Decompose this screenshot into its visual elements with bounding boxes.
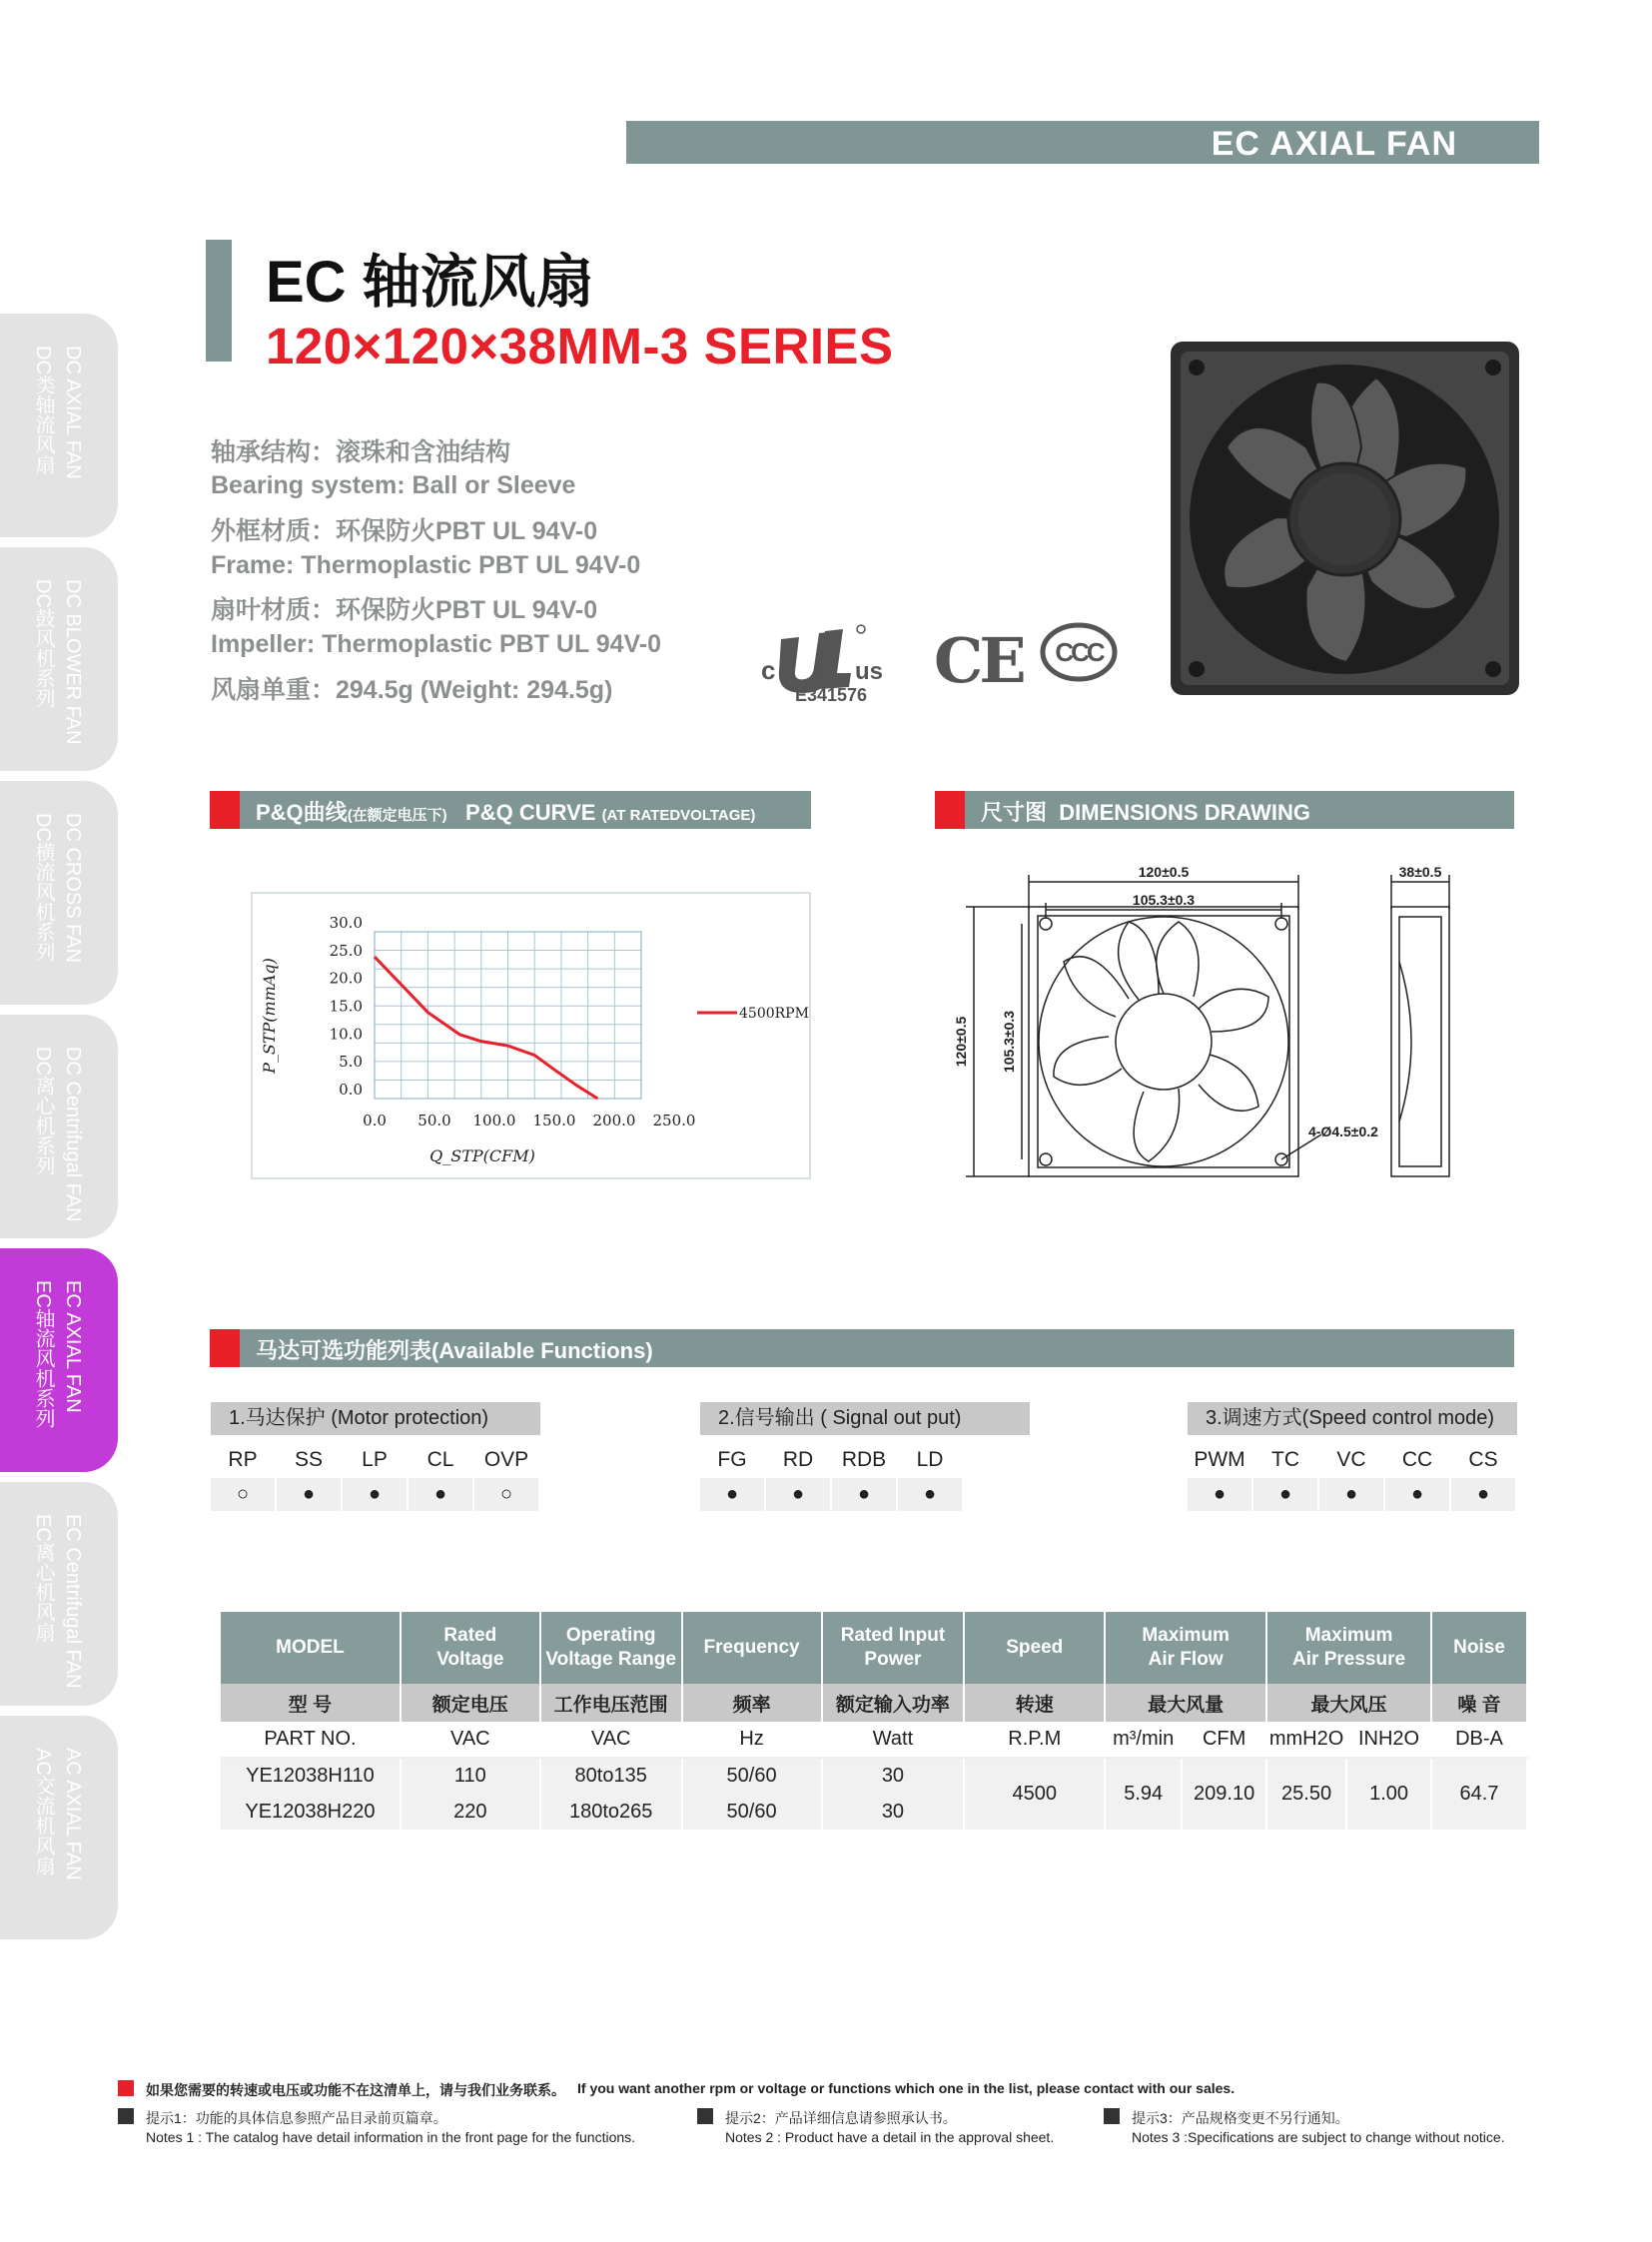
function-code: CC xyxy=(1385,1443,1451,1476)
side-tab-label xyxy=(28,1047,88,1222)
cell-range: 80to135 xyxy=(540,1758,682,1794)
side-tab-label-cn: DC类轴流风扇 xyxy=(32,346,54,474)
y-tick-label: 30.0 xyxy=(329,914,363,932)
dimensions-drawing xyxy=(944,837,1503,1188)
cn-air-flow: 最大风量 xyxy=(1105,1684,1266,1722)
side-tab-4[interactable] xyxy=(0,1015,118,1238)
y-axis-label: P_STP(mmAq) xyxy=(260,958,279,1074)
spec-table xyxy=(221,1612,1528,1830)
page-title: EC 轴流风扇 xyxy=(266,250,594,315)
function-mark: ● xyxy=(1188,1478,1253,1511)
note-3-en: Notes 3 :Specifications are subject to change without notice. xyxy=(1132,2129,1505,2145)
functions-section-title: 马达可选功能列表(Available Functions) xyxy=(256,1338,653,1363)
unit-mmh2o: mmH2O xyxy=(1266,1722,1346,1758)
function-group-title: 3.调速方式(Speed control mode) xyxy=(1188,1402,1517,1435)
function-code: CS xyxy=(1451,1443,1517,1476)
cell-model: YE12038H220 xyxy=(221,1794,401,1830)
dim-height-label: 120±0.5 xyxy=(953,1016,969,1068)
side-tab-label xyxy=(28,813,88,963)
function-marks-row xyxy=(211,1478,540,1511)
cell-flow-m3: 5.94 xyxy=(1105,1758,1182,1830)
function-group-title: 2.信号输出 ( Signal out put) xyxy=(700,1402,1030,1435)
fan-product-image xyxy=(1167,338,1523,699)
function-code: LP xyxy=(343,1443,409,1476)
th-noise: Noise xyxy=(1431,1612,1527,1684)
cell-press-in: 1.00 xyxy=(1346,1758,1431,1830)
note-2-cn: 提示2：产品详细信息请参照承认书。 xyxy=(725,2110,957,2126)
band-title: EC AXIAL FAN xyxy=(1211,125,1457,163)
side-tab-label-en: EC Centrifugal FAN xyxy=(62,1514,84,1689)
legend-label: 4500RPM xyxy=(739,1006,809,1022)
y-tick-label: 10.0 xyxy=(329,1025,363,1044)
function-marks-row xyxy=(1188,1478,1517,1511)
x-tick-label: 250.0 xyxy=(652,1112,696,1129)
function-group-title: 1.马达保护 (Motor protection) xyxy=(211,1402,540,1435)
side-tab-label xyxy=(28,346,88,479)
spec-impeller-cn: 扇叶材质：环保防火PBT UL 94V-0 xyxy=(211,596,598,624)
side-tab-label-cn: DC离心机系列 xyxy=(32,1047,54,1175)
function-code: CL xyxy=(409,1443,474,1476)
x-axis-label: Q_STP(CFM) xyxy=(429,1146,535,1165)
cell-power: 30 xyxy=(822,1758,965,1794)
ul-file-number: E341576 xyxy=(795,685,868,705)
cn-rated-power: 额定输入功率 xyxy=(822,1684,965,1722)
contact-note-en: If you want another rpm or voltage or functions which one in the list, please contact with our sales. xyxy=(577,2080,1236,2096)
th-air-pressure: Maximum Air Pressure xyxy=(1266,1612,1431,1684)
cell-range: 180to265 xyxy=(540,1794,682,1830)
cell-freq: 50/60 xyxy=(682,1794,822,1830)
side-tab-label-cn: DC鼓风机系列 xyxy=(32,579,54,708)
dim-hole-pitch-v-label: 105.3±0.3 xyxy=(1001,1010,1017,1074)
series-line-4500rpm xyxy=(375,957,597,1099)
side-tab-3[interactable] xyxy=(0,781,118,1005)
side-tab-label-cn: EC离心机风扇 xyxy=(32,1514,54,1642)
function-mark: ● xyxy=(898,1478,964,1511)
ul-us-text: us xyxy=(855,658,884,685)
side-tab-7[interactable] xyxy=(0,1716,118,1939)
dim-section-header xyxy=(935,791,1514,829)
note-marker xyxy=(697,2108,713,2124)
cn-speed: 转速 xyxy=(964,1684,1105,1722)
unit-hz: Hz xyxy=(682,1722,822,1758)
unit-part-no: PART NO. xyxy=(221,1722,401,1758)
dim-hole-pitch-label: 105.3±0.3 xyxy=(1132,892,1196,908)
th-operating-range: Operating Voltage Range xyxy=(540,1612,682,1684)
unit-m3min: m³/min xyxy=(1105,1722,1182,1758)
note-marker xyxy=(1104,2108,1120,2124)
functions-section-header xyxy=(210,1329,1514,1367)
side-tab-label-cn: DC横流风机系列 xyxy=(32,813,54,962)
ul-c-text: c xyxy=(761,655,776,685)
pq-chart-frame xyxy=(251,892,811,1179)
th-air-flow: Maximum Air Flow xyxy=(1105,1612,1266,1684)
cell-power: 30 xyxy=(822,1794,965,1830)
function-mark: ● xyxy=(832,1478,898,1511)
th-rated-power: Rated Input Power xyxy=(822,1612,965,1684)
th-frequency: Frequency xyxy=(682,1612,822,1684)
ccc-text: CCC xyxy=(1055,637,1103,667)
unit-cfm: CFM xyxy=(1182,1722,1266,1758)
pq-chart xyxy=(253,894,809,1177)
contact-note-cn: 如果您需要的转速或电压或功能不在这清单上，请与我们业务联系。 xyxy=(146,2082,565,2098)
unit-inh2o: INH2O xyxy=(1346,1722,1431,1758)
side-tab-label-en: DC AXIAL FAN xyxy=(62,346,84,479)
th-model: MODEL xyxy=(221,1612,401,1684)
spec-impeller-en: Impeller: Thermoplastic PBT UL 94V-0 xyxy=(211,630,662,658)
cn-operating-range: 工作电压范围 xyxy=(540,1684,682,1722)
ccc-logo xyxy=(1039,621,1119,683)
side-tab-2[interactable] xyxy=(0,547,118,771)
table-row xyxy=(221,1758,1527,1794)
function-code: OVP xyxy=(474,1443,540,1476)
spec-bearing-cn: 轴承结构：滚珠和含油结构 xyxy=(211,438,511,466)
side-tab-label xyxy=(28,1748,88,1880)
unit-watt: Watt xyxy=(822,1722,965,1758)
note-2-en: Notes 2 : Product have a detail in the approval sheet. xyxy=(725,2129,1055,2145)
cell-freq: 50/60 xyxy=(682,1758,822,1794)
dim-depth-label: 38±0.5 xyxy=(1398,864,1442,880)
function-code: RP xyxy=(211,1443,277,1476)
title-accent-bar xyxy=(206,240,232,362)
side-tab-label-en: EC AXIAL FAN xyxy=(62,1280,84,1413)
side-tab-label-en: DC BLOWER FAN xyxy=(62,579,84,745)
cell-model: YE12038H110 xyxy=(221,1758,401,1794)
unit-rpm: R.P.M xyxy=(964,1722,1105,1758)
header-band xyxy=(626,121,1539,164)
x-tick-label: 200.0 xyxy=(592,1112,636,1129)
side-tab-label-cn: AC交流机风扇 xyxy=(32,1748,54,1875)
series-title: 120×120×38MM-3 SERIES xyxy=(266,318,894,374)
function-codes-row xyxy=(211,1443,540,1476)
y-tick-label: 25.0 xyxy=(329,941,363,960)
cell-flow-cfm: 209.10 xyxy=(1182,1758,1266,1830)
table-row-units xyxy=(221,1722,1527,1758)
side-tab-6[interactable] xyxy=(0,1482,118,1706)
side-tab-label-cn: EC轴流风机系列 xyxy=(32,1280,54,1428)
cell-rated-voltage: 110 xyxy=(401,1758,540,1794)
function-mark: ● xyxy=(1253,1478,1319,1511)
unit-dba: DB-A xyxy=(1431,1722,1527,1758)
function-mark: ● xyxy=(766,1478,832,1511)
function-codes-row xyxy=(1188,1443,1517,1476)
spec-weight: 风扇单重：294.5g (Weight: 294.5g) xyxy=(211,676,613,704)
function-code: SS xyxy=(277,1443,343,1476)
section-marker xyxy=(210,791,240,829)
th-speed: Speed xyxy=(964,1612,1105,1684)
function-marks-row xyxy=(700,1478,964,1511)
y-tick-label: 20.0 xyxy=(329,969,363,988)
function-code: RD xyxy=(766,1443,832,1476)
note-3-cn: 提示3：产品规格变更不另行通知。 xyxy=(1132,2110,1349,2126)
function-mark: ○ xyxy=(474,1478,540,1511)
side-tab-label xyxy=(28,1514,88,1689)
y-tick-label: 5.0 xyxy=(339,1053,363,1072)
y-tick-label: 0.0 xyxy=(339,1081,363,1099)
dim-section-title: 尺寸图 DIMENSIONS DRAWING xyxy=(981,800,1311,825)
section-marker xyxy=(935,791,965,829)
note-1-cn: 提示1：功能的具体信息参照产品目录前页篇章。 xyxy=(146,2110,447,2126)
function-mark: ● xyxy=(343,1478,409,1511)
side-tab-label-en: DC Centrifugal FAN xyxy=(62,1047,84,1222)
function-code: LD xyxy=(898,1443,964,1476)
cn-model: 型 号 xyxy=(221,1684,401,1722)
side-tab-5[interactable] xyxy=(0,1248,118,1472)
note-1-en: Notes 1 : The catalog have detail information in the front page for the functions. xyxy=(146,2129,636,2145)
side-tab-1[interactable] xyxy=(0,314,118,537)
function-codes-row xyxy=(700,1443,964,1476)
x-tick-label: 0.0 xyxy=(363,1112,387,1129)
function-mark: ● xyxy=(1451,1478,1517,1511)
dim-width-label: 120±0.5 xyxy=(1138,864,1190,880)
pq-section-header xyxy=(210,791,811,829)
function-mark: ● xyxy=(1385,1478,1451,1511)
unit-vac-range: VAC xyxy=(540,1722,682,1758)
function-mark: ● xyxy=(1319,1478,1385,1511)
cn-noise: 噪 音 xyxy=(1431,1684,1527,1722)
cell-press-mm: 25.50 xyxy=(1266,1758,1346,1830)
dim-holes-label: 4-Ø4.5±0.2 xyxy=(1308,1123,1378,1139)
unit-vac: VAC xyxy=(401,1722,540,1758)
function-code: FG xyxy=(700,1443,766,1476)
cn-air-pressure: 最大风压 xyxy=(1266,1684,1431,1722)
cn-frequency: 频率 xyxy=(682,1684,822,1722)
spec-frame-cn: 外框材质：环保防火PBT UL 94V-0 xyxy=(211,517,598,545)
function-mark: ● xyxy=(277,1478,343,1511)
ce-mark: CE xyxy=(934,624,1023,697)
note-marker xyxy=(118,2108,134,2124)
side-tab-label-en: DC CROSS FAN xyxy=(62,813,84,964)
x-tick-label: 100.0 xyxy=(472,1112,516,1129)
function-code: VC xyxy=(1319,1443,1385,1476)
cell-noise: 64.7 xyxy=(1431,1758,1527,1830)
side-tab-label xyxy=(28,579,88,745)
table-row-cn-headers xyxy=(221,1684,1527,1722)
side-tab-label xyxy=(28,1280,88,1428)
function-mark: ● xyxy=(700,1478,766,1511)
cell-speed: 4500 xyxy=(964,1758,1105,1830)
pq-section-title: P&Q曲线(在额定电压下) P&Q CURVE (AT RATEDVOLTAGE) xyxy=(256,800,756,825)
x-tick-label: 50.0 xyxy=(417,1112,451,1129)
cell-rated-voltage: 220 xyxy=(401,1794,540,1830)
th-rated-voltage: Rated Voltage xyxy=(401,1612,540,1684)
function-code: PWM xyxy=(1188,1443,1253,1476)
contact-marker xyxy=(118,2080,134,2096)
side-tab-label-en: AC AXIAL FAN xyxy=(62,1748,84,1880)
function-code: RDB xyxy=(832,1443,898,1476)
y-tick-label: 15.0 xyxy=(329,997,363,1016)
section-marker xyxy=(210,1329,240,1367)
x-tick-label: 150.0 xyxy=(532,1112,576,1129)
spec-frame-en: Frame: Thermoplastic PBT UL 94V-0 xyxy=(211,551,641,579)
function-mark: ○ xyxy=(211,1478,277,1511)
function-mark: ● xyxy=(409,1478,474,1511)
spec-bearing-en: Bearing system: Ball or Sleeve xyxy=(211,471,576,499)
cn-rated-voltage: 额定电压 xyxy=(401,1684,540,1722)
function-code: TC xyxy=(1253,1443,1319,1476)
